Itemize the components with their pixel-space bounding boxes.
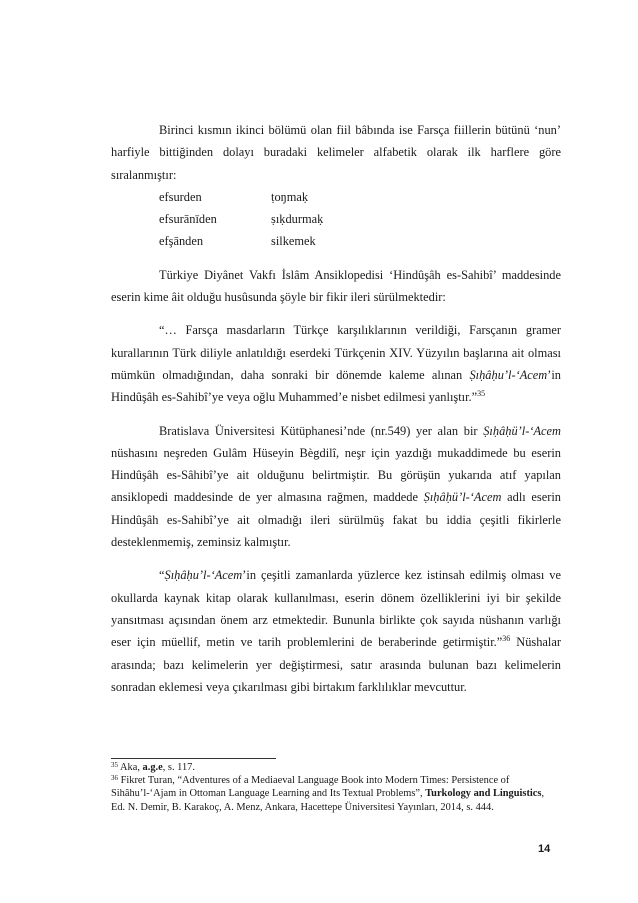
paragraph-4 [111,420,561,554]
text-run: Bratislava Üniversitesi Kütüphanesi’nde (nr.549) yer alan bir [159,423,484,438]
text-run: ’in Hindûşâh es-Sahibî’ye veya oğlu Muhammed’e nisbet edilmesi yanlıştır.” [111,367,561,405]
glossary-turkish-1: ṭoŋmaḳ [271,189,309,204]
main-text [111,119,561,698]
work-title: Ṣıḥâḥu’l-‘Acem [164,568,243,583]
text-run: Nüshalar arasında; bazı kelimelerin yer değiştirmesi, satır arasında bulunan bazı kelimelerin sonradan eklemesi veya çıkarılması gibi birtakım farklılıklar mevcuttur. [111,635,561,694]
footnote-bold: a.g.e [142,762,163,773]
page-number: 14 [538,843,551,855]
footnote-36 [111,774,551,814]
text-run: “… Farsça masdarların Türkçe karşılıklarının verildiği, Farsçanın gramer kurallarının Türk diliyle anlatıldığı eserdeki Türkçenin XIV. Yüzyılın başlarına ait olması mümkün olmadığından, daha sonraki bir dönemde kaleme alınan [111,323,561,382]
footnote-text: , Ed. N. Demir, B. Karakoç, A. Menz, Ankara, Hacettepe Üniversitesi Yayınları, 2014, s. 444. [111,788,545,813]
glossary-turkish-3: silkemek [271,234,316,249]
footnote-number: 36 [111,774,118,783]
text-run: ’in çeşitli zamanlarda yüzlerce kez istinsah edilmiş olması ve okullarda kaynak kitap olarak kullanılması, eserin dönem özelliklerini iyi bir şekilde yansıtması açısından önem arz etmektedir. Bununla birlikte çok sayıda nüshanın varlığı eser için müellif, metin ve tarih problemlerini de beraberinde getirmiştir.” [111,568,561,650]
paragraph-2: Türkiye Diyânet Vakfı İslâm Ansiklopedisi ‘Hindûşâh es-Sahibî’ maddesinde eserin kime âit olduğu husûsunda şöyle bir fikir ileri sürülmektedir: [111,267,561,305]
footnote-text: , s. 117. [162,762,195,773]
paragraph-3-quote [111,319,561,408]
text-run: “ [159,568,165,583]
glossary-persian-3: efşānden [159,234,204,249]
glossary-persian-2: efsurānīden [159,212,217,227]
work-title: Ṣıḥâḥü’l-‘Acem [483,423,561,438]
footnote-text: Aka, [118,762,143,773]
paragraph-1: Birinci kısmın ikinci bölümü olan fiil bâbında ise Farsça fiillerin bütünü ‘nun’ harfiyle bittiğinden dolayı buradaki kelimeler alfabetik olarak ilk harflere göre sıralanmıştır: [111,123,561,182]
footnote-divider [111,758,276,759]
footnote-bold: Turkology and Linguistics [425,788,542,800]
glossary-turkish-2: ṣıḳdurmaḳ [271,212,324,227]
footnote-ref-36[interactable]: 36 [502,634,511,644]
work-title: Ṣıḥâḥü’l-‘Acem [423,490,502,505]
footnote-ref-35[interactable]: 35 [477,389,486,399]
paragraph-5 [111,564,561,698]
verb-glossary [111,186,561,253]
work-title: Ṣıḥâḥu’l-‘Acem [469,367,548,382]
glossary-persian-1: efsurden [159,189,202,204]
footnotes [111,761,551,814]
footnote-text: Fikret Turan, “Adventures of a Mediaeval Language Book into Modern Times: Persistence of Sihâhu’l-‘Ajam in Ottoman Language Learning and Its Textual Problems”, [111,775,510,800]
text-run: nüshasını neşreden Gulâm Hüseyin Bègdilî, neşr için yazdığı mukaddimede bu eserin Hindûşâh es-Sâhibî’ye ait olduğunu belirtmiştir. Bu görüşün yukarıda atıf yapılan ansiklopedi maddesinde de yer almasına rağmen, maddede [111,445,561,505]
footnote-number: 35 [111,761,118,769]
text-run: adlı eserin Hindûşâh es-Sahibî’ye ait olmadığı ileri sürülmüş fakat bu iddia çeşitli fikirlerle desteklenmemiş, zeminsiz kalmıştır. [111,490,561,550]
footnote-35 [111,761,551,774]
